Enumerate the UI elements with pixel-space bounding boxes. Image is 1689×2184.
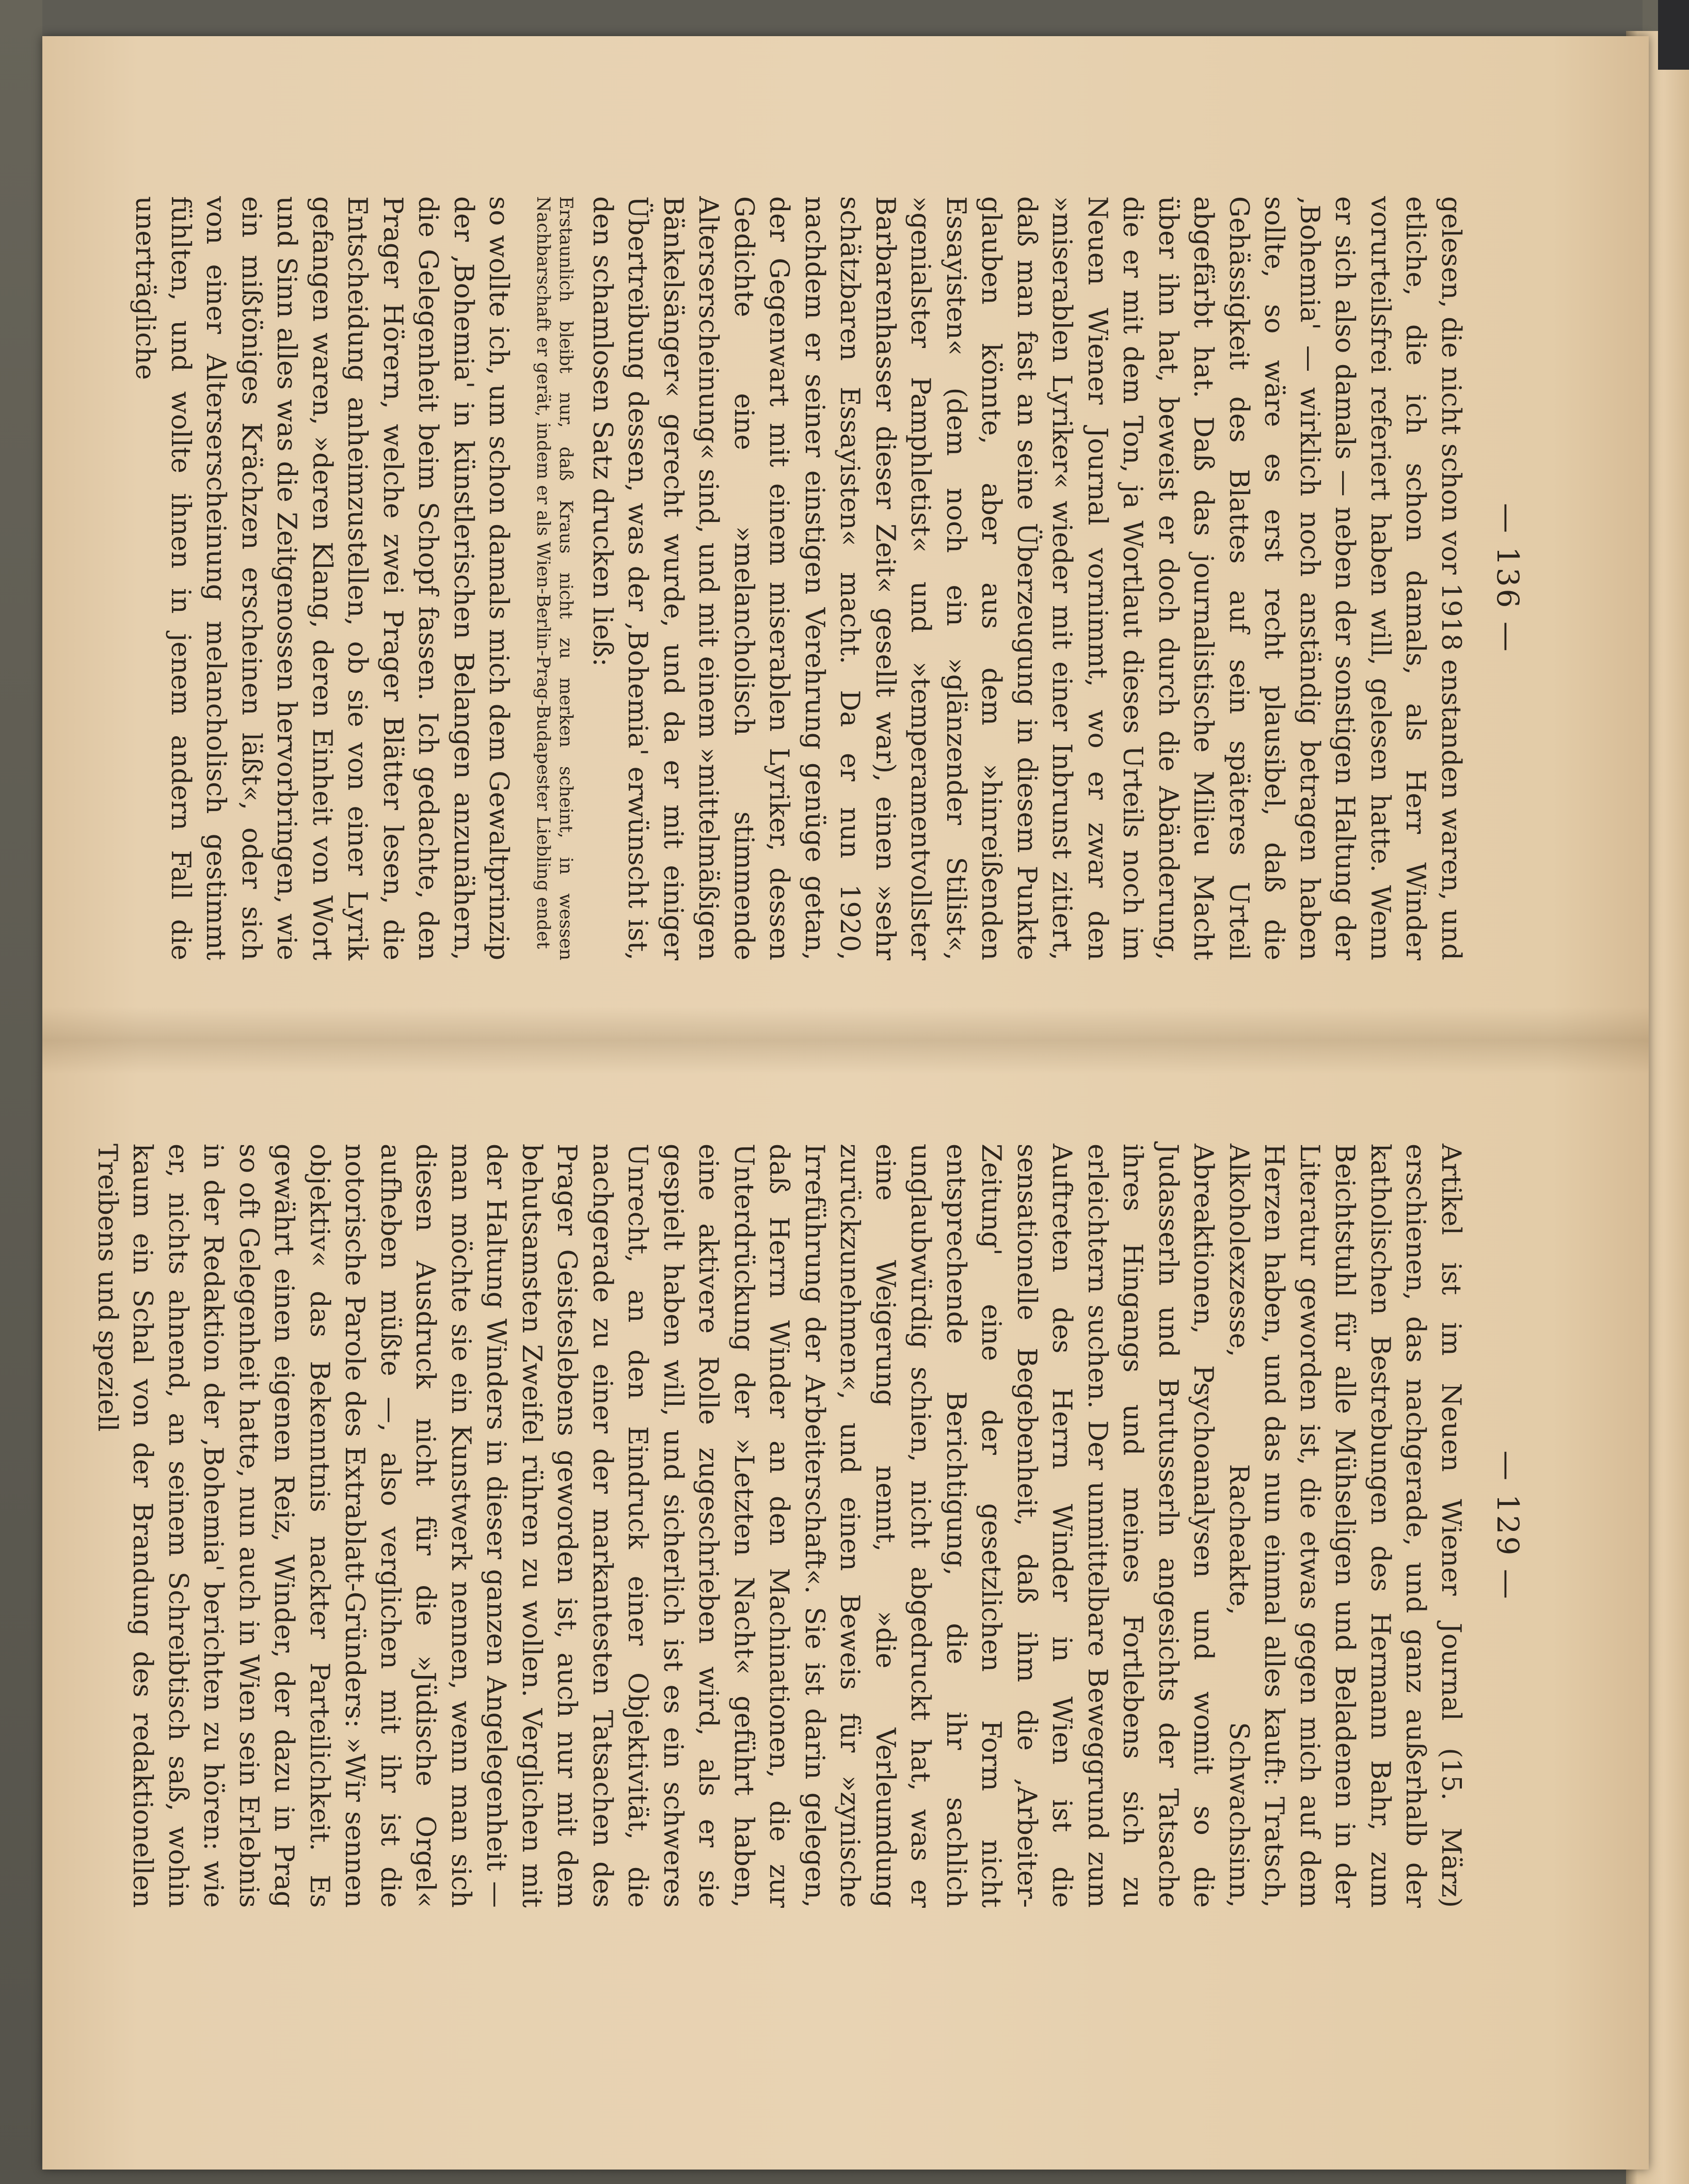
scanner-bed-top [42,0,1643,36]
scanner-clip [1658,0,1689,70]
paragraph: so wollte ich, um schon damals mich dem Gewaltprinzip der ‚Bohemia' in künstlerischen Belangen anzunähern, die Gelegenheit beim Schopf fassen. Ich gedachte, den Prager Hörern, welche zwei Prager Blätter lesen, die Entscheidung anheimzustellen, ob sie von einer Lyrik gefangen waren, »deren Klang, deren Einheit von Wort und Sinn alles was die Zeitgenossen hervorbringen, wie ein mißtöniges Krächzen erscheinen läßt«, oder sich von einer Alterserscheinung melancholisch gestimmt fühlten, und wollte ihnen in jenem andern Fall die unerträgliche [130,196,515,960]
page-number: — 136 — [1490,503,1525,654]
page-lower [92,1144,1525,1908]
text-column [128,196,1469,960]
center-fold [42,1007,1649,1074]
page-upper [130,196,1525,960]
page-number: — 129 — [1490,1450,1525,1601]
text-column [90,1144,1469,1908]
paragraph: gelesen, die nicht schon vor 1918 enstanden waren, und etliche, die ich schon damals, als Herr Winder vorurteilsfrei referiert haben will, gelesen hatte. Wenn er sich also damals — neben der sonstigen Haltung der ‚Bohemia' — wirklich noch anständig betragen haben sollte, so wäre es erst recht plausibel, daß die Gehässigkeit des Blattes auf sein späteres Urteil abgefärbt hat. Daß das journalistische Milieu Macht über ihn hat, beweist er doch durch die Abänderung, die er mit dem Ton, ja Wortlaut dieses Urteils noch im Neuen Wiener Journal vornimmt, wo er zwar den »miserablen Lyriker« wieder mit einer Inbrunst zitiert, daß man fast an seine Überzeugung in diesem Punkte glauben könnte, aber aus dem »hinreißenden Essayisten« (dem noch ein »glänzender Stilist«, »genialster Pamphletist« und »temperamentvollster Barbarenhasser dieser Zeit« gesellt war), einen »sehr schätzbaren Essayisten« macht. Da er nun 1920, nachdem er seiner einstigen Verehrung genüge getan, der Gegenwart mit einem miserablen Lyriker, dessen Gedichte eine »melancholisch stimmende Alterserscheinung« sind, und mit einem »mittelmäßigen Bänkelsänger« gerecht wurde, und da er mit einiger Übertreibung dessen, was der ‚Bohemia' erwünscht ist, den schamlosen Satz drucken ließ: [587,196,1467,960]
footnote: Erstaunlich bleibt nur, daß Kraus nicht zu merken scheint, in wessen Nachbarschaft er gerät, indem er als Wien-Berlin-Prag-Budapester Liebling endet [533,196,577,960]
paragraph: Artikel ist im Neuen Wiener Journal (15. März) erschienen, das nachgerade, und ganz außerhalb der katholischen Bestrebungen des Hermann Bahr, zum Beichtstuhl für alle Mühseligen und Beladenen in der Literatur geworden ist, die etwas gegen mich auf dem Herzen haben, und das nun einmal alles kauft: Tratsch, Alkoholexzesse, Racheakte, Schwachsinn, Abreaktionen, Psychoanalysen und womit so die Judasserln und Brutusserln angesichts der Tatsache ihres Hingangs und meines Fortlebens sich zu erleichtern suchen. Der unmittelbare Beweggrund zum Auftreten des Herrn Winder in Wien ist die sensationelle Begebenheit, daß ihm die ‚Arbeiter-Zeitung' eine der gesetzlichen Form nicht entsprechende Berichtigung, die ihr sachlich unglaubwürdig schien, nicht abgedruckt hat, was er eine Weigerung nennt, »die Verleumdung zurückzunehmen«, und einen Beweis für »zynische Irreführung der Arbeiterschaft«. Sie ist darin gelegen, daß Herrn Winder an den Machinationen, die zur Unterdrückung der »Letzten Nacht« geführt haben, eine aktivere Rolle zugeschrieben wird, als er sie gespielt haben will, und sicherlich ist es ein schweres Unrecht, an den Eindruck einer Objektivität, die nachgerade zu einer der markantesten Tatsachen des Prager Geisteslebens geworden ist, auch nur mit dem behutsamsten Zweifel rühren zu wollen. Verglichen mit der Haltung Winders in dieser ganzen Angelegenheit — man möchte sie ein Kunstwerk nennen, wenn man sich diesen Ausdruck nicht für die »Jüdische Orgel« aufheben müßte —, also verglichen mit ihr ist die notorische Parole des Extrablatt-Gründers: »Wir sennen objektiv« das Bekenntnis nackter Parteilichkeit. Es gewährt einen eigenen Reiz, Winder, der dazu in Prag so oft Gelegenheit hatte, nun auch in Wien sein Erlebnis in der Redaktion der ‚Bohemia' berichten zu hören: wie er, nichts ahnend, an seinem Schreibtisch saß, wohin kaum ein Schal von der Brandung des redaktionellen Treibens und speziell [92,1144,1467,1908]
